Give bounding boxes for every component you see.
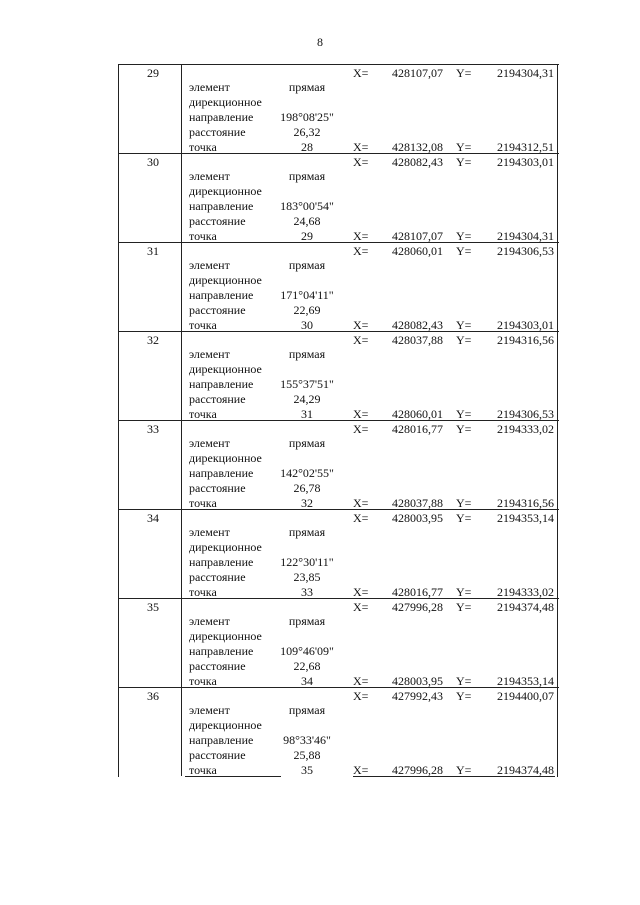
distance-label: расстояние: [189, 570, 246, 584]
element-value: прямая: [288, 436, 326, 450]
table-section: [119, 687, 559, 776]
distance-label: расстояние: [189, 392, 246, 406]
direction-label-line1: дирекционное: [189, 540, 262, 554]
point-value: 34: [301, 674, 313, 688]
x-value-end: 428060,01: [392, 407, 443, 421]
distance-label: расстояние: [189, 214, 246, 228]
y-label: Y=: [456, 600, 472, 614]
table-section: [119, 64, 559, 153]
point-label: точка: [189, 140, 217, 154]
x-label: X=: [353, 496, 369, 510]
direction-label-line2: направление: [189, 644, 254, 658]
element-value: прямая: [288, 169, 326, 183]
y-value-start: 2194374,48: [497, 600, 554, 614]
y-label: Y=: [456, 155, 472, 169]
x-value-end: 428003,95: [392, 674, 443, 688]
x-value-end: 427996,28: [392, 763, 443, 777]
element-value: прямая: [288, 703, 326, 717]
x-value-end: 428107,07: [392, 229, 443, 243]
y-label: Y=: [456, 407, 472, 421]
point-label: точка: [189, 318, 217, 332]
x-value-start: 428037,88: [392, 333, 443, 347]
table-section: [119, 153, 559, 242]
table-section: [119, 598, 559, 687]
point-label: точка: [189, 585, 217, 599]
table-bottom-rule: [353, 776, 555, 777]
x-label: X=: [353, 674, 369, 688]
point-value: 30: [301, 318, 313, 332]
point-number: 36: [147, 689, 159, 703]
element-label: элемент: [189, 347, 230, 361]
x-value-start: 428016,77: [392, 422, 443, 436]
direction-label-line1: дирекционное: [189, 184, 262, 198]
y-value-end: 2194333,02: [497, 585, 554, 599]
y-label: Y=: [456, 689, 472, 703]
x-value-start: 428082,43: [392, 155, 443, 169]
direction-label-line2: направление: [189, 555, 254, 569]
x-label: X=: [353, 422, 369, 436]
point-number: 30: [147, 155, 159, 169]
point-number: 31: [147, 244, 159, 258]
y-value-end: 2194316,56: [497, 496, 554, 510]
y-label: Y=: [456, 496, 472, 510]
point-value: 35: [301, 763, 313, 777]
x-value-end: 428016,77: [392, 585, 443, 599]
x-label: X=: [353, 66, 369, 80]
x-value-start: 428060,01: [392, 244, 443, 258]
point-label: точка: [189, 763, 217, 777]
direction-value: 155°37'51": [280, 377, 334, 391]
distance-label: расстояние: [189, 659, 246, 673]
distance-value: 25,88: [293, 748, 321, 762]
element-label: элемент: [189, 258, 230, 272]
point-value: 31: [301, 407, 313, 421]
column-divider: [181, 242, 182, 331]
y-value-start: 2194306,53: [497, 244, 554, 258]
element-label: элемент: [189, 703, 230, 717]
y-label: Y=: [456, 333, 472, 347]
x-label: X=: [353, 689, 369, 703]
y-value-end: 2194306,53: [497, 407, 554, 421]
row-separator: [119, 509, 559, 510]
y-value-start: 2194316,56: [497, 333, 554, 347]
point-label: точка: [189, 496, 217, 510]
row-separator: [119, 242, 559, 243]
element-label: элемент: [189, 614, 230, 628]
table-bottom-rule-left: [185, 776, 281, 777]
y-label: Y=: [456, 140, 472, 154]
y-label: Y=: [456, 674, 472, 688]
x-label: X=: [353, 763, 369, 777]
x-value-start: 427996,28: [392, 600, 443, 614]
direction-label-line2: направление: [189, 110, 254, 124]
column-divider: [181, 153, 182, 242]
point-label: точка: [189, 674, 217, 688]
direction-label-line1: дирекционное: [189, 362, 262, 376]
x-label: X=: [353, 318, 369, 332]
distance-value: 26,32: [293, 125, 321, 139]
y-value-end: 2194353,14: [497, 674, 554, 688]
element-value: прямая: [288, 525, 326, 539]
element-label: элемент: [189, 169, 230, 183]
y-value-start: 2194400,07: [497, 689, 554, 703]
point-label: точка: [189, 229, 217, 243]
point-number: 32: [147, 333, 159, 347]
point-number: 35: [147, 600, 159, 614]
column-divider: [181, 331, 182, 420]
x-label: X=: [353, 140, 369, 154]
element-value: прямая: [288, 258, 326, 272]
direction-label-line1: дирекционное: [189, 451, 262, 465]
row-separator: [119, 331, 559, 332]
point-value: 29: [301, 229, 313, 243]
row-separator: [119, 420, 559, 421]
direction-label-line1: дирекционное: [189, 273, 262, 287]
y-label: Y=: [456, 585, 472, 599]
row-separator: [119, 153, 559, 154]
direction-label-line1: дирекционное: [189, 95, 262, 109]
distance-label: расстояние: [189, 303, 246, 317]
column-divider: [181, 687, 182, 776]
y-label: Y=: [456, 66, 472, 80]
element-value: прямая: [288, 80, 326, 94]
row-separator: [119, 598, 559, 599]
y-label: Y=: [456, 244, 472, 258]
direction-value: 109°46'09": [280, 644, 334, 658]
direction-label-line1: дирекционное: [189, 629, 262, 643]
table-section: [119, 331, 559, 420]
point-number: 33: [147, 422, 159, 436]
x-label: X=: [353, 511, 369, 525]
column-divider: [181, 64, 182, 153]
x-value-end: 428037,88: [392, 496, 443, 510]
x-value-end: 428082,43: [392, 318, 443, 332]
distance-value: 23,85: [293, 570, 321, 584]
y-value-end: 2194312,51: [497, 140, 554, 154]
x-label: X=: [353, 155, 369, 169]
coordinates-table: [118, 64, 558, 777]
direction-label-line2: направление: [189, 466, 254, 480]
element-value: прямая: [288, 614, 326, 628]
distance-value: 24,68: [293, 214, 321, 228]
y-value-start: 2194304,31: [497, 66, 554, 80]
point-value: 33: [301, 585, 313, 599]
direction-label-line2: направление: [189, 199, 254, 213]
point-label: точка: [189, 407, 217, 421]
element-label: элемент: [189, 525, 230, 539]
y-value-end: 2194304,31: [497, 229, 554, 243]
direction-value: 171°04'11": [280, 288, 334, 302]
element-label: элемент: [189, 80, 230, 94]
direction-value: 142°02'55": [280, 466, 334, 480]
direction-value: 122°30'11": [280, 555, 334, 569]
distance-label: расстояние: [189, 481, 246, 495]
x-label: X=: [353, 600, 369, 614]
x-label: X=: [353, 333, 369, 347]
row-separator: [119, 64, 559, 65]
x-label: X=: [353, 244, 369, 258]
direction-value: 98°33'46": [283, 733, 331, 747]
row-separator: [119, 687, 559, 688]
distance-value: 22,69: [293, 303, 321, 317]
x-label: X=: [353, 585, 369, 599]
y-value-start: 2194333,02: [497, 422, 554, 436]
table-section: [119, 509, 559, 598]
column-divider: [181, 420, 182, 509]
table-section: [119, 420, 559, 509]
point-number: 34: [147, 511, 159, 525]
y-label: Y=: [456, 763, 472, 777]
y-label: Y=: [456, 422, 472, 436]
point-value: 28: [301, 140, 313, 154]
column-divider: [181, 509, 182, 598]
y-value-start: 2194303,01: [497, 155, 554, 169]
element-label: элемент: [189, 436, 230, 450]
y-value-start: 2194353,14: [497, 511, 554, 525]
y-label: Y=: [456, 511, 472, 525]
x-value-end: 428132,08: [392, 140, 443, 154]
column-divider: [181, 598, 182, 687]
y-label: Y=: [456, 229, 472, 243]
distance-value: 24,29: [293, 392, 321, 406]
direction-label-line2: направление: [189, 288, 254, 302]
direction-value: 198°08'25": [280, 110, 334, 124]
direction-value: 183°00'54": [280, 199, 334, 213]
page-number: 8: [317, 35, 323, 49]
distance-label: расстояние: [189, 125, 246, 139]
point-value: 32: [301, 496, 313, 510]
point-number: 29: [147, 66, 159, 80]
table-section: [119, 242, 559, 331]
direction-label-line1: дирекционное: [189, 718, 262, 732]
y-value-end: 2194374,48: [497, 763, 554, 777]
x-label: X=: [353, 407, 369, 421]
x-value-start: 427992,43: [392, 689, 443, 703]
y-label: Y=: [456, 318, 472, 332]
direction-label-line2: направление: [189, 377, 254, 391]
direction-label-line2: направление: [189, 733, 254, 747]
y-value-end: 2194303,01: [497, 318, 554, 332]
distance-label: расстояние: [189, 748, 246, 762]
distance-value: 22,68: [293, 659, 321, 673]
x-value-start: 428003,95: [392, 511, 443, 525]
element-value: прямая: [288, 347, 326, 361]
distance-value: 26,78: [293, 481, 321, 495]
x-value-start: 428107,07: [392, 66, 443, 80]
x-label: X=: [353, 229, 369, 243]
